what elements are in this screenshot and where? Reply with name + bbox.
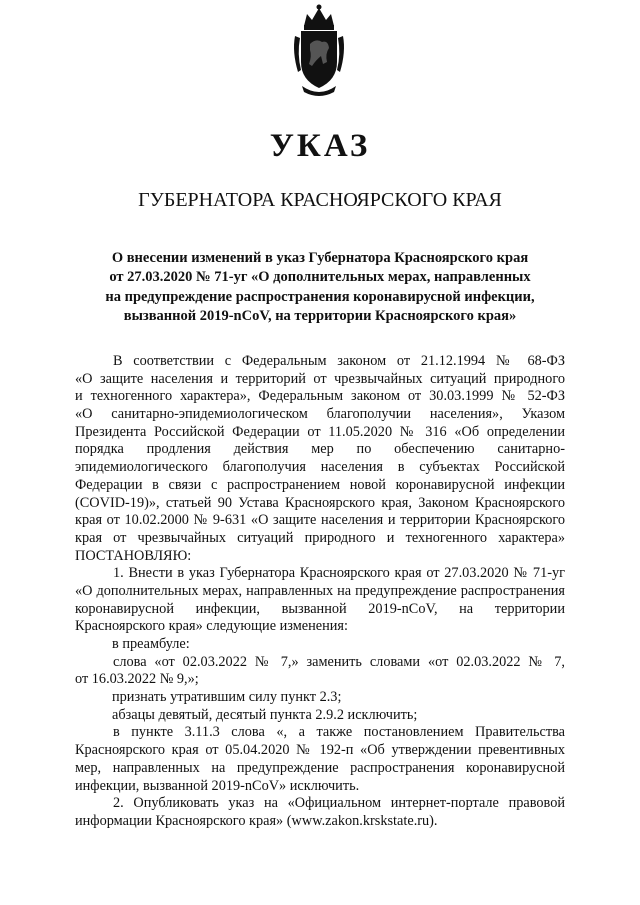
body-line: слова «от 02.03.2022 № 7,» заменить словами «от 02.03.2022 № 7, bbox=[113, 653, 565, 670]
body-line: эпидемиологического благополучия населения в субъектах Российской bbox=[75, 459, 565, 476]
body-line: Красноярского края» следующие изменения: bbox=[75, 618, 348, 635]
body-line: признать утратившим силу пункт 2.3; bbox=[112, 689, 342, 706]
body-line: абзацы девятый, десятый пункта 2.9.2 исключить; bbox=[112, 706, 418, 723]
body-line: 2. Опубликовать указ на «Официальном интернет-портале правовой bbox=[113, 795, 565, 812]
body-line: «О защите населения и территорий от чрезвычайных ситуаций природного bbox=[75, 370, 565, 387]
body-line: информации Красноярского края» (www.zakon.krskstate.ru). bbox=[75, 812, 438, 829]
coat-of-arms-icon bbox=[290, 0, 348, 100]
body-line: в преамбуле: bbox=[112, 636, 190, 652]
body-line: Красноярского края от 05.04.2020 № 192-п «Об утверждении превентивных bbox=[75, 742, 565, 759]
body-line: В соответствии с Федеральным законом от 21.12.1994 № 68-ФЗ bbox=[113, 353, 565, 369]
body-line: мер, направленных на предупреждение распространения коронавирусной bbox=[75, 759, 565, 776]
body-line: Федерации в связи с распространением новой коронавирусной инфекции bbox=[75, 476, 565, 493]
body-line: Президента Российской Федерации от 11.05.2020 № 316 «Об определении bbox=[75, 423, 565, 440]
body-line: инфекции, вызванной 2019-nCoV» исключить. bbox=[75, 777, 360, 794]
body-line: «О дополнительных мерах, направленных на предупреждение распространения bbox=[75, 582, 565, 599]
body-line: и техногенного характера», Федеральным законом от 30.03.1999 № 52-ФЗ bbox=[75, 388, 565, 405]
body-line: ПОСТАНОВЛЯЮ: bbox=[75, 547, 192, 564]
heading-line: на предупреждение распространения коронавирусной инфекции, bbox=[105, 288, 535, 305]
heading-line: О внесении изменений в указ Губернатора Красноярского края bbox=[111, 250, 529, 266]
body-line: коронавирусной инфекции, вызванной 2019-nCoV, на территории bbox=[75, 600, 565, 617]
document-title: УКАЗ bbox=[269, 128, 371, 164]
heading-line: от 27.03.2020 № 71-уг «О дополнительных мерах, направленных bbox=[109, 269, 531, 286]
body-line: в пункте 3.11.3 слова «, а также постановлением Правительства bbox=[113, 724, 565, 741]
document-heading bbox=[80, 249, 560, 326]
body-line: порядка продления действия мер по обеспечению санитарно- bbox=[75, 441, 565, 458]
body-line: (COVID-19)», статьей 90 Устава Красноярского края, Законом Красноярского bbox=[75, 494, 565, 511]
body-line: края от 10.02.2000 № 9-631 «О защите населения и территории Красноярского bbox=[75, 512, 565, 529]
body-line: «О санитарно-эпидемиологическом благополучии населения», Указом bbox=[75, 406, 565, 423]
document-body bbox=[75, 353, 565, 831]
body-line: 1. Внести в указ Губернатора Красноярского края от 27.03.2020 № 71-уг bbox=[113, 565, 565, 582]
document-issuer: ГУБЕРНАТОРА КРАСНОЯРСКОГО КРАЯ bbox=[138, 189, 502, 211]
heading-line: вызванной 2019-nCoV, на территории Красноярского края» bbox=[123, 307, 517, 324]
body-line: края от чрезвычайных ситуаций природного и техногенного характера» bbox=[75, 529, 565, 546]
body-line: от 16.03.2022 № 9,»; bbox=[75, 671, 199, 688]
